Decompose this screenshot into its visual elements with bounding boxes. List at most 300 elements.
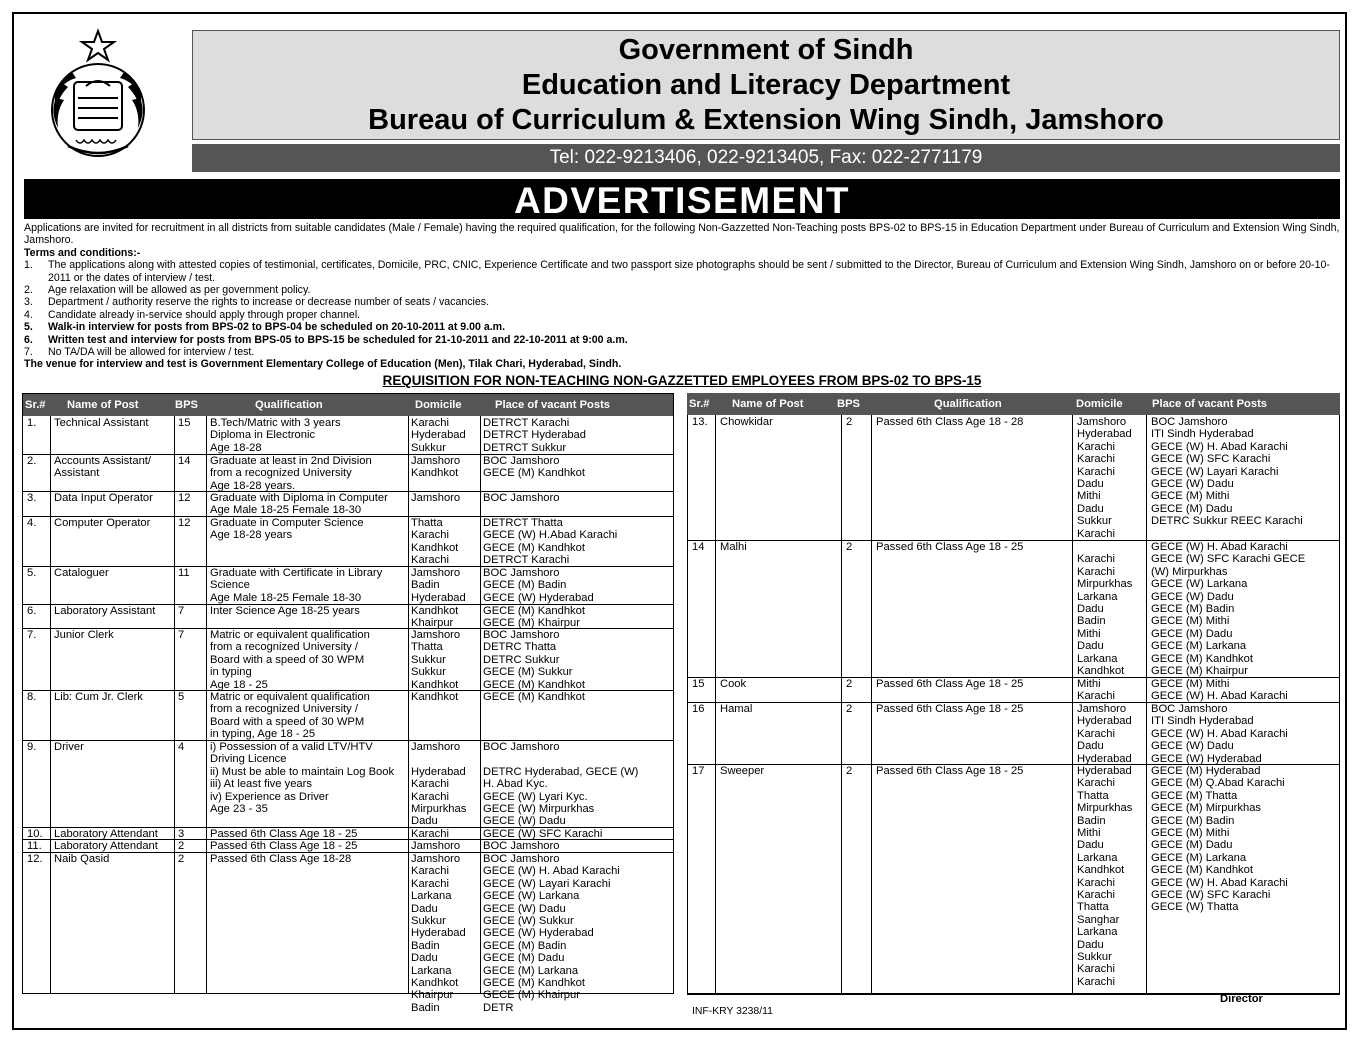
cell-qualification: i) Possession of a valid LTV/HTV	[210, 741, 373, 753]
cell-place: GECE (W) H. Abad Karachi	[1151, 876, 1288, 889]
cell-place: BOC Jamshoro	[483, 455, 560, 467]
department-title: Education and Literacy Department	[521, 69, 1011, 101]
cell-domicile: Kandhkot	[1077, 665, 1125, 677]
cell-domicile: Hyderabad	[411, 429, 466, 442]
column-divider	[480, 416, 481, 993]
government-title: Government of Sindh	[618, 34, 914, 66]
cell-domicile: Larkana	[1077, 926, 1118, 939]
cell-bps: 2	[846, 765, 853, 777]
cell-place: GECE (M) Badin	[483, 939, 567, 952]
cell-place: BOC Jamshoro	[1151, 703, 1228, 715]
cell-place: GECE (M) Sukkur	[483, 666, 573, 679]
cell-bps: 2	[178, 853, 185, 865]
cell-domicile: Karachi	[411, 778, 449, 791]
cell-place: GECE (W) Hyderabad	[483, 927, 594, 940]
cell-place: GECE (W) Layari Karachi	[1151, 465, 1279, 478]
column-divider	[206, 416, 207, 993]
column-divider	[871, 415, 872, 994]
column-divider	[1146, 415, 1147, 994]
cell-qualification: Age 23 - 35	[210, 803, 268, 815]
table-row	[688, 677, 1339, 703]
vacancy-table-left	[22, 393, 674, 1014]
cell-place: GECE (W) Dadu	[1151, 590, 1234, 603]
cell-domicile: Karachi	[1077, 527, 1115, 540]
term-item: 7. No TA/DA will be allowed for interview / test.	[24, 346, 255, 359]
cell-domicile: Dadu	[1077, 478, 1104, 490]
cell-domicile: Sukkur	[1077, 951, 1112, 963]
cell-qualification: from a recognized University /	[210, 641, 358, 654]
table-row	[23, 740, 673, 828]
cell-place: GECE (M) Dadu	[1151, 627, 1233, 640]
cell-domicile: Hyderabad	[411, 927, 466, 940]
cell-qualification: B.Tech/Matric with 3 years	[210, 417, 341, 429]
cell-domicile: Karachi	[1077, 727, 1115, 740]
term-item: 3. Department / authority reserve the rights to increase or decrease number of seats / vacancies.	[24, 296, 490, 309]
cell-bps: 2	[846, 416, 853, 428]
cell-domicile: Larkana	[1077, 851, 1118, 864]
requisition-title: REQUISITION FOR NON-TEACHING NON-GAZZETTED EMPLOYEES FROM BPS-02 TO BPS-15	[382, 373, 982, 388]
cell-place: GECE (M) Kandhkot	[483, 691, 585, 703]
cell-domicile: Karachi	[1077, 889, 1115, 901]
cell-place: GECE (M) Kandhkot	[483, 605, 585, 617]
cell-place: GECE (M) Kandhkot	[1151, 652, 1253, 665]
cell-domicile: Dadu	[411, 902, 438, 915]
cell-place: GECE (W) SFC Karachi	[1151, 889, 1271, 901]
cell-place: BOC Jamshoro	[1151, 416, 1228, 428]
department-header	[192, 30, 1340, 140]
cell-place: DETRCT Sukkur	[483, 441, 567, 454]
cell-post: Sweeper	[720, 765, 765, 777]
cell-sr: 11.	[27, 840, 42, 852]
cell-qualification: Diploma in Electronic	[210, 429, 316, 442]
table-row	[688, 415, 1339, 541]
cell-qualification: Board with a speed of 30 WPM	[210, 653, 365, 666]
cell-bps: 2	[846, 703, 853, 715]
cell-place: GECE (M) Larkana	[1151, 640, 1247, 653]
cell-place: GECE (W) Larkana	[483, 890, 580, 903]
cell-place: GECE (M) Khairpur	[483, 617, 580, 630]
cell-domicile: Dadu	[1077, 839, 1104, 852]
cell-post: Junior Clerk	[54, 629, 114, 641]
cell-place: ITI Sindh Hyderabad	[1151, 715, 1254, 728]
cell-domicile: Thatta	[411, 641, 443, 654]
cell-qualification: in typing	[210, 666, 252, 679]
cell-place: GECE (W) Dadu	[483, 902, 566, 915]
cell-domicile: Kandhkot	[411, 678, 459, 691]
cell-qualification: Graduate with Diploma in Computer	[210, 492, 388, 504]
cell-place: GECE (M) Kandhkot	[483, 467, 585, 480]
cell-qualification: from a recognized University	[210, 467, 352, 480]
cell-domicile: Kandhkot	[411, 691, 459, 703]
cell-domicile: Sukkur	[411, 441, 446, 454]
col-qualification: Qualification	[255, 399, 323, 411]
cell-qualification: Matric or equivalent qualification	[210, 629, 370, 641]
cell-post: Lib: Cum Jr. Clerk	[54, 691, 143, 703]
cell-domicile: Karachi	[411, 790, 449, 803]
cell-bps: 7	[178, 629, 185, 641]
cell-domicile: Badin	[411, 579, 440, 592]
cell-domicile: Karachi	[411, 417, 449, 429]
cell-post: Data Input Operator	[54, 492, 153, 504]
table-row	[23, 628, 673, 691]
cell-domicile: Karachi	[1077, 963, 1115, 976]
cell-qualification: Age 18-28	[210, 441, 262, 454]
cell-bps: 5	[178, 691, 185, 703]
cell-domicile: Kandhkot	[1077, 864, 1125, 877]
cell-place: GECE (W) H. Abad Karachi	[483, 865, 620, 878]
cell-post: Driver	[54, 741, 84, 753]
cell-domicile: Karachi	[411, 554, 449, 567]
cell-domicile: Karachi	[1077, 565, 1115, 578]
cell-post: Laboratory Assistant	[54, 605, 156, 617]
col-domicile: Domicile	[415, 399, 462, 411]
cell-domicile: Larkana	[411, 890, 452, 903]
cell-domicile: Khairpur	[411, 617, 454, 630]
cell-place: DETRCT Hyderabad	[483, 429, 587, 442]
table-row	[23, 516, 673, 567]
cell-domicile: Jamshoro	[411, 567, 461, 579]
table-row	[23, 852, 673, 1014]
cell-qualification: Passed 6th Class Age 18 - 28	[876, 416, 1024, 428]
cell-place: BOC Jamshoro	[483, 629, 560, 641]
cell-place: GECE (W) Hyderabad	[483, 591, 594, 604]
cell-domicile: Karachi	[1077, 690, 1115, 703]
cell-sr: 4.	[27, 517, 37, 529]
cell-domicile: Dadu	[1077, 640, 1104, 653]
cell-domicile: Sukkur	[411, 666, 446, 679]
advertisement-banner: ADVERTISEMENT	[24, 179, 1340, 219]
cell-qualification: Graduate at least in 2nd Division	[210, 455, 372, 467]
cell-domicile: Dadu	[1077, 603, 1104, 615]
cell-sr: 5.	[27, 567, 37, 579]
cell-place: BOC Jamshoro	[483, 840, 560, 852]
cell-qualification: Matric or equivalent qualification	[210, 691, 370, 703]
col-qualification: Qualification	[934, 398, 1002, 410]
col-place: Place of vacant Posts	[495, 399, 611, 411]
cell-bps: 4	[178, 741, 185, 753]
cell-place: DETRCT Karachi	[483, 554, 570, 567]
cell-domicile: Jamshoro	[411, 455, 461, 467]
cell-domicile: Karachi	[1077, 465, 1115, 478]
col-bps: BPS	[175, 399, 199, 411]
column-divider	[715, 415, 716, 994]
cell-place: GECE (W) SFC Karachi	[1151, 453, 1271, 466]
cell-sr: 17	[692, 765, 705, 777]
cell-qualification: Driving Licence	[210, 753, 287, 766]
cell-qualification: Passed 6th Class Age 18-28	[210, 853, 352, 865]
cell-place: GECE (M) Kandhkot	[483, 678, 585, 691]
column-divider	[1072, 415, 1073, 994]
cell-place: GECE (W) H. Abad Karachi	[1151, 440, 1288, 453]
cell-domicile: Mirpurkhas	[1077, 578, 1133, 591]
cell-place: GECE (W) Sukkur	[483, 915, 574, 927]
cell-domicile: Karachi	[1077, 876, 1115, 889]
term-item: 4. Candidate already in-service should apply through proper channel.	[24, 308, 361, 321]
cell-domicile: Sukkur	[1077, 515, 1112, 528]
column-divider	[408, 416, 409, 993]
cell-place: GECE (M) Dadu	[1151, 502, 1233, 515]
table-header	[687, 393, 1340, 415]
cell-bps: 12	[178, 492, 191, 504]
cell-domicile: Badin	[1077, 615, 1106, 628]
cell-domicile: Jamshoro	[411, 741, 461, 753]
col-post: Name of Post	[67, 399, 139, 411]
cell-place: GECE (M) Mithi	[1151, 678, 1230, 690]
table-row	[23, 491, 673, 517]
table-row	[23, 690, 673, 741]
cell-place: GECE (W) Mirpurkhas	[483, 803, 595, 815]
cell-place: GECE (W) Lyari Kyc.	[483, 790, 588, 803]
cell-place: GECE (M) Khairpur	[483, 989, 580, 1002]
cell-qualification: ii) Must be able to maintain Log Book	[210, 765, 395, 778]
reference-number: INF-KRY 3238/11	[692, 1006, 773, 1017]
cell-post: Laboratory Attendant	[54, 840, 158, 852]
cell-place: BOC Jamshoro	[483, 741, 560, 753]
cell-place: BOC Jamshoro	[483, 567, 560, 579]
cell-sr: 1.	[27, 417, 37, 429]
cell-place: GECE (W) Thatta	[1151, 901, 1239, 914]
table-row	[23, 416, 673, 455]
cell-post: Technical Assistant	[54, 417, 149, 429]
cell-domicile: Jamshoro	[1077, 703, 1127, 715]
table-row	[688, 764, 1339, 988]
cell-domicile: Badin	[411, 1001, 440, 1014]
cell-domicile: Hyderabad	[1077, 765, 1132, 777]
cell-sr: 13.	[692, 416, 708, 428]
cell-place: DETRC Hyderabad, GECE (W)	[483, 765, 639, 778]
cell-domicile: Larkana	[411, 964, 452, 977]
cell-place: GECE (W) H. Abad Karachi	[1151, 727, 1288, 740]
cell-domicile: Karachi	[411, 865, 449, 878]
cell-domicile: Thatta	[411, 517, 443, 529]
signatory: Director	[1220, 993, 1263, 1005]
cell-sr: 7.	[27, 629, 37, 641]
cell-sr: 3.	[27, 492, 37, 504]
sindh-government-seal-icon	[38, 28, 158, 163]
cell-domicile: Jamshoro	[411, 853, 461, 865]
contact-bar: Tel: 022-9213406, 022-9213405, Fax: 022-2771179	[192, 144, 1340, 172]
cell-qualification: Passed 6th Class Age 18 - 25	[210, 840, 358, 852]
cell-domicile: Sukkur	[411, 915, 446, 927]
cell-qualification: Age 18-28 years	[210, 529, 293, 542]
col-sr: Sr.#	[689, 398, 710, 410]
cell-domicile: Sukkur	[411, 653, 446, 666]
cell-qualification: Graduate with Certificate in Library	[210, 567, 383, 579]
cell-domicile: Mirpurkhas	[1077, 802, 1133, 815]
cell-place: DETRC Thatta	[483, 641, 557, 654]
cell-place: DETRC Sukkur	[483, 653, 560, 666]
cell-post: Accounts Assistant/	[54, 455, 152, 467]
cell-domicile: Mithi	[1077, 490, 1101, 503]
cell-place: GECE (W) SFC Karachi	[483, 828, 603, 840]
cell-place: GECE (W) H.Abad Karachi	[483, 529, 618, 542]
cell-bps: 15	[178, 417, 191, 429]
cell-domicile: Badin	[1077, 814, 1106, 827]
cell-place: (W) Mirpurkhas	[1151, 565, 1228, 578]
table-row	[23, 566, 673, 605]
cell-sr: 8.	[27, 691, 37, 703]
cell-qualification: Age 18 - 25	[210, 678, 268, 691]
cell-domicile: Larkana	[1077, 652, 1118, 665]
cell-post: Assistant	[54, 467, 100, 480]
cell-domicile: Badin	[411, 939, 440, 952]
cell-qualification: Age 18-28 years.	[210, 479, 296, 492]
cell-domicile: Dadu	[411, 952, 438, 965]
cell-place: GECE (W) Dadu	[1151, 478, 1234, 490]
cell-domicile: Karachi	[411, 529, 449, 542]
cell-place: GECE (M) Dadu	[483, 952, 565, 965]
cell-sr: 2.	[27, 455, 37, 467]
cell-domicile: Hyderabad	[411, 591, 466, 604]
cell-place: GECE (W) H. Abad Karachi	[1151, 690, 1288, 703]
cell-place: GECE (W) Larkana	[1151, 578, 1248, 591]
cell-post: Hamal	[720, 703, 753, 715]
cell-bps: 2	[846, 541, 853, 553]
cell-domicile: Kandhkot	[411, 467, 459, 480]
cell-qualification: from a recognized University /	[210, 703, 358, 716]
table-row	[23, 839, 673, 853]
cell-qualification: Age Male 18-25 Female 18-30	[210, 591, 362, 604]
cell-place: GECE (M) Kandhkot	[483, 541, 585, 554]
cell-post: Laboratory Attendant	[54, 828, 158, 840]
cell-post: Naib Qasid	[54, 853, 110, 865]
cell-place: BOC Jamshoro	[483, 853, 560, 865]
cell-place: GECE (M) Kandhkot	[483, 977, 585, 989]
cell-place: GECE (W) SFC Karachi GECE	[1151, 553, 1306, 566]
cell-place: GECE (M) Badin	[1151, 603, 1235, 615]
column-divider	[174, 416, 175, 993]
cell-place: ITI Sindh Hyderabad	[1151, 428, 1254, 441]
cell-sr: 15	[692, 678, 705, 690]
bureau-title: Bureau of Curriculum & Extension Wing Sindh, Jamshoro	[368, 104, 1164, 136]
cell-post: Malhi	[720, 541, 747, 553]
cell-domicile: Jamshoro	[411, 629, 461, 641]
cell-domicile: Hyderabad	[1077, 715, 1132, 728]
cell-sr: 10.	[27, 828, 43, 840]
col-sr: Sr.#	[25, 399, 46, 411]
term-item: 2. Age relaxation will be allowed as per government policy.	[24, 284, 311, 297]
cell-domicile: Karachi	[1077, 453, 1115, 466]
cell-qualification: Passed 6th Class Age 18 - 25	[876, 703, 1024, 715]
intro-paragraph: Applications are invited for recruitment in all districts from suitable candidates (Male / Female) having the required qualification, for the following Non-Gazzetted Non-Teaching posts BPS-02 to BPS-15 in Education Department under Bureau of Curriculum and Extension Wing Sindh, Jamshoro.	[24, 222, 1340, 247]
cell-domicile: Karachi	[1077, 553, 1115, 566]
intro-section	[24, 222, 1342, 371]
col-post: Name of Post	[732, 398, 804, 410]
cell-bps: 12	[178, 517, 191, 529]
cell-domicile: Thatta	[1077, 901, 1109, 914]
cell-place: GECE (M) Larkana	[483, 964, 579, 977]
cell-bps: 14	[178, 455, 191, 467]
cell-qualification: Passed 6th Class Age 18 - 25	[876, 541, 1024, 553]
cell-post: Chowkidar	[720, 416, 773, 428]
cell-place: DETRCT Thatta	[483, 517, 563, 529]
cell-place: DETRCT Karachi	[483, 417, 570, 429]
cell-place: GECE (W) Dadu	[1151, 740, 1234, 753]
cell-domicile: Karachi	[411, 877, 449, 890]
table-row	[688, 540, 1339, 678]
cell-place: GECE (M) Larkana	[1151, 851, 1247, 864]
cell-qualification: Age Male 18-25 Female 18-30	[210, 504, 362, 517]
col-domicile: Domicile	[1076, 398, 1123, 410]
column-divider	[841, 415, 842, 994]
term-item: 6. Written test and interview for posts from BPS-05 to BPS-15 be scheduled for 21-10-2011 and 22-10-2011 at 9:00 a.m.	[24, 333, 628, 346]
cell-domicile: Jamshoro	[1077, 416, 1127, 428]
cell-qualification: in typing, Age 18 - 25	[210, 728, 316, 741]
cell-place: GECE (M) Mithi	[1151, 615, 1230, 628]
cell-domicile: Mithi	[1077, 827, 1101, 839]
cell-qualification: Science	[210, 579, 250, 592]
cell-sr: 16	[692, 703, 705, 715]
cell-place: DETRC Sukkur REEC Karachi	[1151, 515, 1303, 528]
cell-place: GECE (M) Thatta	[1151, 789, 1238, 802]
table-row	[23, 604, 673, 629]
cell-sr: 14	[692, 541, 705, 553]
cell-place: GECE (M) Kandhkot	[1151, 864, 1253, 877]
cell-bps: 7	[178, 605, 185, 617]
cell-domicile: Sanghar	[1077, 913, 1120, 926]
cell-qualification: Passed 6th Class Age 18 - 25	[876, 765, 1024, 777]
cell-sr: 12.	[27, 853, 43, 865]
table-body	[687, 415, 1340, 994]
cell-post: Cataloguer	[54, 567, 109, 579]
column-divider	[50, 416, 51, 993]
cell-domicile: Karachi	[1077, 440, 1115, 453]
cell-qualification: Graduate in Computer Science	[210, 517, 364, 529]
cell-place: GECE (M) Mithi	[1151, 827, 1230, 839]
cell-place: GECE (W) Layari Karachi	[483, 877, 611, 890]
cell-domicile: Hyderabad	[1077, 428, 1132, 441]
cell-qualification: iv) Experience as Driver	[210, 790, 329, 803]
cell-domicile: Dadu	[1077, 740, 1104, 753]
cell-domicile: Thatta	[1077, 789, 1109, 802]
table-row	[23, 454, 673, 492]
cell-sr: 6.	[27, 605, 37, 617]
term-item: 1. The applications along with attested copies of testimonial, certificates, Domicile, PRC, CNIC, Experience Certificate and two passport size photographs should be sent / submitted to the Director, Bureau of Curriculum and Extension Wing Sindh, Jamshoro on or before 20-10-2011 or the dates of interview / test.	[24, 259, 1330, 284]
cell-domicile: Jamshoro	[411, 840, 461, 852]
cell-domicile: Hyderabad	[411, 765, 466, 778]
venue-note: The venue for interview and test is Government Elementary College of Education (Men), Tilak Chari, Hyderabad, Sindh.	[24, 358, 622, 371]
cell-place: GECE (M) Mirpurkhas	[1151, 802, 1262, 815]
cell-domicile: Khairpur	[411, 989, 454, 1002]
cell-bps: 11	[178, 567, 190, 579]
cell-qualification: Board with a speed of 30 WPM	[210, 715, 365, 728]
cell-domicile: Jamshoro	[411, 492, 461, 504]
col-place: Place of vacant Posts	[1152, 398, 1268, 410]
cell-domicile: Kandhkot	[411, 605, 459, 617]
terms-heading: Terms and conditions:-	[24, 246, 141, 259]
cell-place: BOC Jamshoro	[483, 492, 560, 504]
cell-place: GECE (W) H. Abad Karachi	[1151, 541, 1288, 553]
cell-bps: 3	[178, 828, 185, 840]
cell-place: GECE (M) Mithi	[1151, 490, 1230, 503]
cell-domicile: Mithi	[1077, 678, 1101, 690]
cell-domicile: Karachi	[411, 828, 449, 840]
cell-qualification: iii) At least five years	[210, 778, 312, 791]
table-row	[688, 702, 1339, 765]
cell-place: GECE (M) Dadu	[1151, 839, 1233, 852]
cell-domicile: Karachi	[1077, 975, 1115, 988]
cell-place: GECE (M) Hyderabad	[1151, 765, 1261, 777]
cell-place: GECE (M) Badin	[483, 579, 567, 592]
table-header	[23, 394, 673, 416]
col-bps: BPS	[837, 398, 861, 410]
cell-qualification: Passed 6th Class Age 18 - 25	[210, 828, 358, 840]
cell-domicile: Hyderabad	[1077, 752, 1132, 765]
cell-bps: 2	[846, 678, 853, 690]
cell-domicile: Dadu	[1077, 938, 1104, 951]
cell-domicile: Larkana	[1077, 590, 1118, 603]
cell-post: Computer Operator	[54, 517, 151, 529]
